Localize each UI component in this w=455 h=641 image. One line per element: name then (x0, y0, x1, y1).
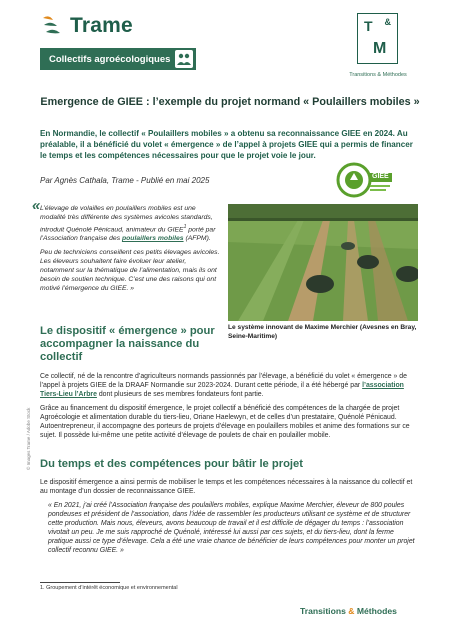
tm-logo-m: M (373, 40, 387, 57)
trame-logo-text: Trame (70, 14, 133, 37)
footer-brand (300, 606, 397, 616)
quote-text-c: (AFPM). (183, 234, 211, 242)
photo-caption: Le système innovant de Maxime Merchier (Avesnes en Bray, Seine-Maritime) (228, 324, 417, 340)
footer-brand-a: Transitions (300, 606, 349, 616)
intro-quote (32, 197, 220, 298)
photo-credit: © Images Trame / Adobe Stock (26, 407, 31, 470)
section-1-paragraph-1 (40, 372, 420, 399)
footnote: 1. Groupement d’intérêt économique et environnemental (40, 585, 178, 591)
intro-quote-paragraph-2: Peu de techniciens conseillent ces petits élevages avicoles. Les éleveurs souhaitent faire évoluer leur atelier, notamment sur la thématique de l’alimentation, mais ils ont besoin de soutien technique. C’est une des raisons qui ont motivé l’émergence du GIEE. » (40, 248, 220, 292)
section-1-text-a: Ce collectif, né de la rencontre d’agriculteurs normands passionnés par l’élevage, a bénéficié du volet « émergence » de l’appel à projets GIEE de la DRAAF Normandie sur 2023-2024. Durant cette période, il a été hébergé par (40, 373, 407, 389)
section-1-heading: Le dispositif « émergence » pour accompagner la naissance du collectif (40, 325, 215, 363)
tm-logo-amp: & (384, 17, 391, 27)
section-badge (40, 48, 196, 70)
intro-quote-paragraph-1 (40, 205, 220, 244)
article-title: Emergence de GIEE : l’exemple du projet normand « Poulaillers mobiles » (40, 96, 420, 108)
footer-brand-b: Méthodes (354, 606, 397, 616)
giee-badge (336, 160, 394, 200)
trame-logo (40, 14, 133, 38)
tm-logo-t: T (364, 18, 373, 34)
quote-mark-icon: « (32, 197, 41, 214)
people-icon (175, 50, 193, 68)
section-1-text-b: dont plusieurs de ses membres fondateurs font partie. (96, 391, 264, 398)
section-2-heading: Du temps et des compétences pour bâtir le projet (40, 458, 303, 470)
section-2-body (40, 478, 420, 560)
footnote-divider (40, 582, 120, 583)
article-byline: Par Agnès Cathala, Trame - Publié en mai 2025 (40, 176, 210, 185)
footnote-ref[interactable]: 1 (183, 223, 187, 230)
section-badge-label: Collectifs agroécologiques (49, 53, 171, 65)
afpm-link[interactable]: poulaillers mobiles (121, 234, 184, 242)
quote-text-b: porté par l’Association française des (40, 226, 216, 242)
tm-logo-label: Transitions & Méthodes (349, 72, 407, 78)
giee-badge-label: GIEE (372, 173, 389, 180)
trame-logo-icon (40, 14, 66, 38)
section-1-paragraph-2: Grâce au financement du dispositif émergence, le projet collectif a bénéficié des compétences de la chargée de projet Agroécologie et alimentation durable du tiers-lieu, Oriane Haelewyn, et de celles d’un prestataire, Quénolé Pénicaud. Autoentrepreneur, il accompagne des porteurs de projets d’élevage en poulaillers mobiles et anime des formations sur ce sujet. Il possède lui-même une petite activité d’élevage de poulets de chair en poulailler mobile. (40, 405, 410, 439)
article-lead: En Normandie, le collectif « Poulaillers mobiles » a obtenu sa reconnaissance GIEE en 2024. Au préalable, il a bénéficié du volet « émergence » de l’appel à projets GIEE qui a permis de financer le temps et les compétences nécessaires pour que le projet voie le jour. (40, 129, 413, 160)
tiers-lieu-link[interactable]: l’association Tiers-Lieu l’Arbre (40, 382, 404, 398)
section-1-body (40, 372, 420, 445)
transitions-methodes-logo (357, 13, 398, 64)
section-2-paragraph-1: Le dispositif émergence a ainsi permis de mobiliser le temps et les compétences nécessaires à la naissance du collectif et au montage d’un dossier de reconnaissance GIEE. (40, 479, 413, 495)
quote-text-a: L’élevage de volailles en poulaillers mobiles est une modalité très différente des systèmes avicoles standards, introduit Quénolé Pénicaud, animateur du GIEE (40, 205, 213, 234)
section-2-quote: « En 2021, j’ai créé l’Association française des poulaillers mobiles, explique Maxime Merchier, éleveur de 800 poules pondeuses et président de l’association, dans l’idée de rassembler les producteurs utilisant ce système et de structurer cette production. Mais nous, éleveurs, avons beaucoup de travail et il est difficile de dégager du temps : l’association vivotait un peu. Je me suis rapproché de Quénolé, intéressé lui aussi par ces sujets, et du tiers-lieu, dont la ferme pratique aussi ce type d’élevage. Cela a été une vraie chance de bénéficier de leurs compétences pour monter un projet collectif reconnu GIEE. » (48, 502, 415, 554)
footer-brand-amp: & (348, 606, 355, 616)
poultry-field-photo (228, 204, 418, 321)
